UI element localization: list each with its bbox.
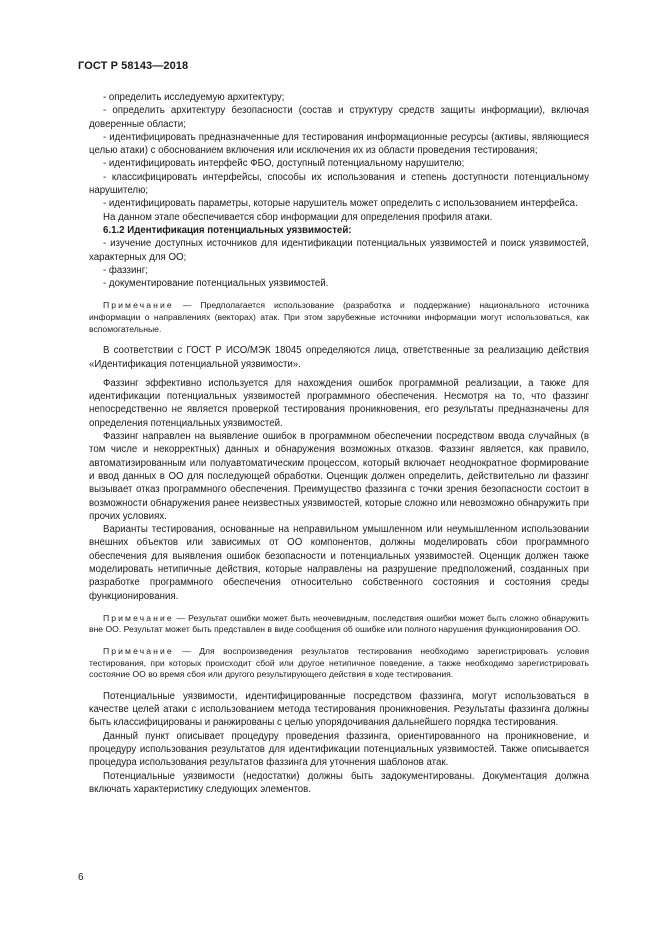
document-code-header: ГОСТ Р 58143—2018 <box>78 60 189 72</box>
paragraph: Потенциальные уязвимости (недостатки) должны быть задокументированы. Документация должна включать характеристику следующих элементов. <box>89 770 589 795</box>
list-item: - идентифицировать интерфейс ФБО, доступный потенциальному нарушителю; <box>103 158 465 170</box>
section-heading: 6.1.2 Идентификация потенциальных уязвимостей: <box>103 224 352 236</box>
list-item: - классифицировать интерфейсы, способы их использования и степень доступности потенциальному нарушителю; <box>89 171 589 197</box>
paragraph: Потенциальные уязвимости, идентифицированные посредством фаззинга, могут использоваться в качестве целей атаки с использованием метода тестирования проникновения. Результаты фаззинга должны быть классифицированы и ранжированы с целью упорядочивания дальнейшего порядка тестирования. <box>89 690 589 729</box>
note-label: Примечание <box>103 612 174 623</box>
list-item: - идентифицировать предназначенные для тестирования информационные ресурсы (активы, являющиеся целью атаки) с обоснованием включения или исключения их из области проведения тестирования; <box>89 131 589 157</box>
note <box>89 613 589 636</box>
note-text: — Для воспроизведения результатов тестирования необходимо зарегистрировать условия тестирования, при которых происходит сбой или другое нетипичное поведение, а также необходимо зарегистрировать состояние ОО во время сбоя или другого результирующего действия в ходе тестирования. <box>89 646 589 680</box>
paragraph: В соответствии с ГОСТ Р ИСО/МЭК 18045 определяются лица, ответственные за реализацию действия «Идентификация потенциальной уязвимости». <box>89 345 589 370</box>
list-item: - определить исследуемую архитектуру; <box>103 92 285 103</box>
paragraph: Варианты тестирования, основанные на неправильном умышленном или неумышленном использовании внешних объектов или зависимых от ОО компонентов, должны моделировать сбои программного обеспечения для выявления ошибок безопасности и потенциальных уязвимостей. Оценщик должен также моделировать нетипичные действия, которые направлены на разрушение предположений, созданных при разработке программного обеспечения относительно собственного состояния и состояния среды функционирования. <box>89 524 589 602</box>
note-label: Примечание <box>103 300 174 311</box>
list-item: - фаззинг; <box>103 264 148 276</box>
page-body <box>89 91 589 796</box>
paragraph: Фаззинг направлен на выявление ошибок в программном обеспечении посредством ввода случайных (в том числе и некорректных) данных и обнаружения возможных отказов. Фаззинг является, как правило, автоматизированным или полуавтоматическим процессом, который включает неоднократное формирование и ввод данных в ОО для последующей обработки. Оценщик должен определить, действительно ли фаззинг вызывает отказ программного обеспечения. Преимущество фаззинга с точки зрения безопасности состоит в возможности обнаружения ранее неизвестных уязвимостей, которые сложно или невозможно обнаружить при прочих условиях. <box>89 431 589 522</box>
list-item: - определить архитектуру безопасности (состав и структуру средств защиты информации), включая доверенные области; <box>89 105 589 130</box>
list-item: - идентифицировать параметры, которые нарушитель может определить с использованием интерфейса. <box>103 198 578 210</box>
paragraph: На данном этапе обеспечивается сбор информации для определения профиля атаки. <box>103 211 493 223</box>
note-text: — Результат ошибки может быть неочевидным, последствия ошибки может быть сложно обнаружить вне ОО. Результат может быть представлен в виде сообщения об ошибке или полного нарушения функционирования ОО. <box>89 612 589 635</box>
page-number: 6 <box>78 872 84 883</box>
list-item: - изучение доступных источников для идентификации потенциальных уязвимостей и поиск уязвимостей, характерных для ОО; <box>89 238 589 263</box>
note <box>89 300 589 335</box>
paragraph: Данный пункт описывает процедуру проведения фаззинга, ориентированного на проникновение, и процедуру использования результатов для идентификации потенциальных уязвимостей. Также описывается процедура использования результатов фаззинга для уточнения шаблонов атак. <box>89 730 589 769</box>
paragraph: Фаззинг эффективно используется для нахождения ошибок программной реализации, а также для идентификации потенциальных уязвимостей программного обеспечения. Несмотря на то, что фаззинг непосредственно не является проверкой тестирования проникновения, его результаты предназначены для определения потенциальных уязвимостей. <box>89 377 589 429</box>
note <box>89 646 589 681</box>
note-text: — Предполагается использование (разработка и поддержание) национального источника информации о направлениях (векторах) атак. При этом зарубежные источники информации могут использоваться, как вспомогательные. <box>89 300 589 334</box>
note-label: Примечание <box>103 646 174 657</box>
list-item: - документирование потенциальных уязвимостей. <box>103 278 329 290</box>
